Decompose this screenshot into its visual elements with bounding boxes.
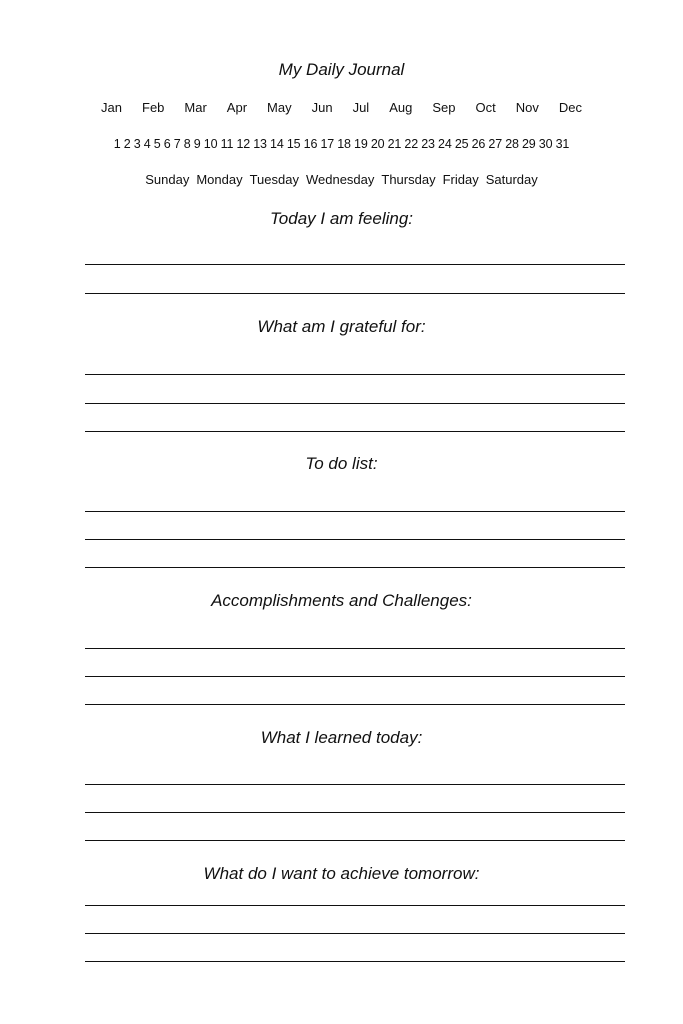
day-option-27[interactable]: 28 [505, 137, 519, 151]
day-option-9[interactable]: 10 [203, 137, 218, 151]
weekday-option-6[interactable]: Saturday [485, 172, 538, 187]
weekday-option-0[interactable]: Sunday [145, 172, 190, 187]
day-option-25[interactable]: 26 [471, 137, 486, 151]
day-option-17[interactable]: 18 [337, 137, 351, 151]
day-option-8[interactable]: 9 [193, 137, 201, 151]
writing-line-accomplishments-2[interactable] [85, 676, 625, 677]
day-option-16[interactable]: 17 [320, 137, 335, 151]
writing-line-todo-3[interactable] [85, 567, 625, 568]
day-option-11[interactable]: 12 [236, 137, 251, 151]
section-heading-feeling: Today I am feeling: [269, 209, 413, 228]
section-heading-todo: To do list: [305, 454, 378, 473]
day-option-2[interactable]: 3 [133, 137, 141, 151]
month-option-3[interactable]: Apr [226, 100, 248, 115]
day-option-6[interactable]: 7 [173, 137, 181, 151]
day-option-4[interactable]: 5 [153, 137, 161, 151]
day-option-0[interactable]: 1 [113, 137, 121, 151]
day-option-7[interactable]: 8 [183, 137, 191, 151]
weekday-selector [0, 171, 683, 189]
day-option-15[interactable]: 16 [303, 137, 318, 151]
day-option-24[interactable]: 25 [454, 137, 469, 151]
page-title: My Daily Journal [278, 60, 405, 79]
weekday-option-1[interactable]: Monday [196, 172, 243, 187]
writing-line-grateful-3[interactable] [85, 431, 625, 432]
day-option-1[interactable]: 2 [123, 137, 131, 151]
writing-line-learned-1[interactable] [85, 784, 625, 785]
writing-line-tomorrow-1[interactable] [85, 905, 625, 906]
day-option-28[interactable]: 29 [522, 137, 536, 151]
month-option-1[interactable]: Feb [142, 100, 165, 115]
day-option-26[interactable]: 27 [488, 137, 503, 151]
weekday-option-4[interactable]: Thursday [381, 172, 436, 187]
day-option-20[interactable]: 21 [387, 137, 402, 151]
day-option-19[interactable]: 20 [370, 137, 385, 151]
day-option-22[interactable]: 23 [421, 137, 435, 151]
day-option-10[interactable]: 11 [220, 137, 234, 151]
writing-line-learned-3[interactable] [85, 840, 625, 841]
writing-line-learned-2[interactable] [85, 812, 625, 813]
writing-line-feeling-1[interactable] [85, 264, 625, 265]
section-heading-accomplishments: Accomplishments and Challenges: [211, 591, 472, 610]
day-option-14[interactable]: 15 [286, 137, 301, 151]
writing-line-grateful-1[interactable] [85, 374, 625, 375]
writing-line-grateful-2[interactable] [85, 403, 625, 404]
writing-line-todo-2[interactable] [85, 539, 625, 540]
month-option-2[interactable]: Mar [184, 100, 207, 115]
weekday-option-3[interactable]: Wednesday [305, 172, 375, 187]
month-option-7[interactable]: Aug [389, 100, 413, 115]
month-option-10[interactable]: Nov [515, 100, 539, 115]
section-heading-tomorrow: What do I want to achieve tomorrow: [203, 864, 480, 883]
writing-line-tomorrow-2[interactable] [85, 933, 625, 934]
month-option-5[interactable]: Jun [311, 100, 333, 115]
month-selector [0, 99, 683, 117]
day-selector [0, 135, 683, 153]
writing-line-accomplishments-1[interactable] [85, 648, 625, 649]
section-heading-grateful: What am I grateful for: [257, 317, 426, 336]
writing-line-todo-1[interactable] [85, 511, 625, 512]
day-option-3[interactable]: 4 [143, 137, 151, 151]
day-option-23[interactable]: 24 [438, 137, 452, 151]
day-option-13[interactable]: 14 [270, 137, 284, 151]
month-option-4[interactable]: May [267, 100, 292, 115]
day-option-21[interactable]: 22 [404, 137, 419, 151]
day-option-30[interactable]: 31 [555, 137, 570, 151]
month-option-6[interactable]: Jul [352, 100, 370, 115]
section-heading-learned: What I learned today: [260, 728, 423, 747]
writing-line-accomplishments-3[interactable] [85, 704, 625, 705]
weekday-option-2[interactable]: Tuesday [249, 172, 299, 187]
weekday-option-5[interactable]: Friday [442, 172, 479, 187]
writing-line-tomorrow-3[interactable] [85, 961, 625, 962]
day-option-18[interactable]: 19 [354, 137, 368, 151]
month-option-11[interactable]: Dec [558, 100, 582, 115]
day-option-5[interactable]: 6 [163, 137, 171, 151]
day-option-29[interactable]: 30 [538, 137, 553, 151]
day-option-12[interactable]: 13 [253, 137, 267, 151]
month-option-0[interactable]: Jan [101, 100, 122, 115]
month-option-9[interactable]: Oct [475, 100, 496, 115]
month-option-8[interactable]: Sep [432, 100, 456, 115]
writing-line-feeling-2[interactable] [85, 293, 625, 294]
